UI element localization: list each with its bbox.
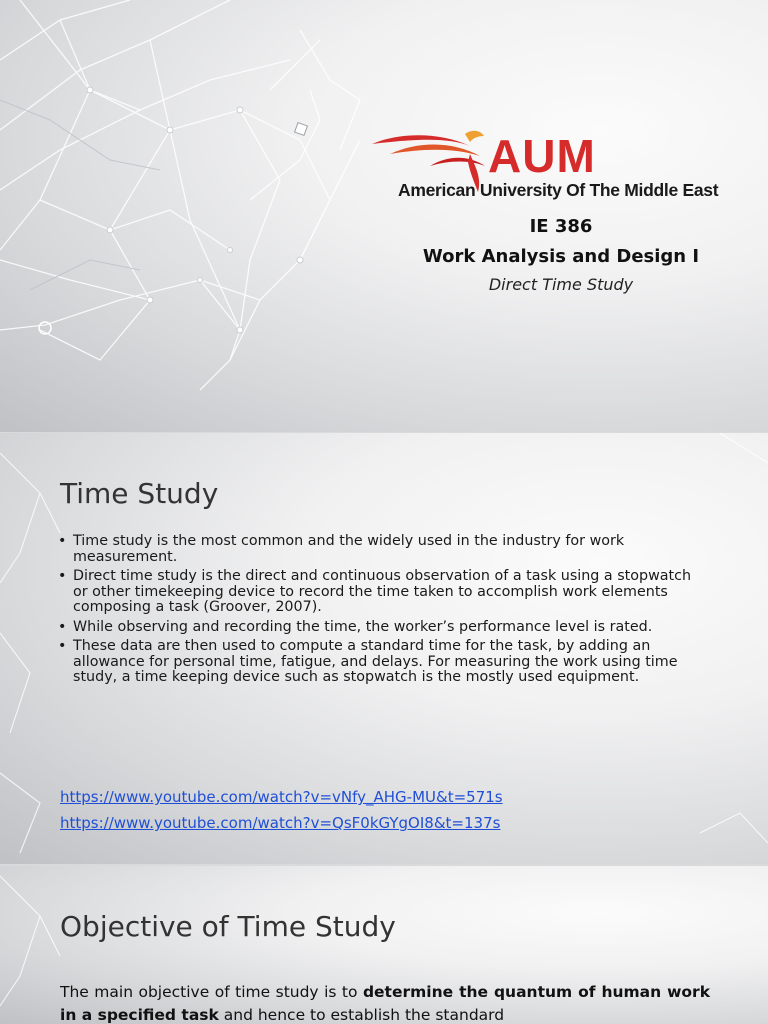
- bullet-item: • While observing and recording the time, the worker’s performance level is rated.: [58, 620, 708, 636]
- youtube-link-1[interactable]: https://www.youtube.com/watch?v=vNfy_AHG-MU&t=571s: [60, 788, 503, 806]
- course-code: IE 386: [529, 216, 593, 237]
- bullet-item: • These data are then used to compute a standard time for the task, by adding an allowance for personal time, fatigue, and delays. For measuring the work using time study, a time keeping device such as stopwatch is the mostly used equipment.: [58, 639, 708, 686]
- paragraph-text: and hence to establish the standard: [218, 1006, 505, 1024]
- objective-slide: [0, 866, 768, 1024]
- youtube-link-2[interactable]: https://www.youtube.com/watch?v=QsF0kGYgOI8&t=137s: [60, 814, 501, 832]
- time-study-slide: [0, 433, 768, 864]
- paragraph-text: The main objective of time study is to: [60, 983, 363, 1001]
- bullet-item: • Direct time study is the direct and continuous observation of a task using a stopwatch or other timekeeping device to record the time taken to accomplish work elements composing a task (Groover, 2007).: [58, 569, 708, 616]
- video-links: [60, 784, 503, 836]
- title-slide: [0, 0, 768, 432]
- bullet-item: • Time study is the most common and the widely used in the industry for work measurement.: [58, 534, 708, 565]
- university-name: American University Of The Middle East: [398, 180, 719, 200]
- paragraph-emphasis: determine the quantum of human work in a specified task: [60, 983, 711, 1024]
- objective-paragraph: [60, 981, 710, 1024]
- lecture-subtitle: Direct Time Study: [488, 275, 634, 294]
- slide-title: Time Study: [60, 477, 219, 510]
- bullet-list: [58, 534, 708, 690]
- slide-title: Objective of Time Study: [60, 910, 396, 943]
- logo-wordmark: AUM: [488, 130, 596, 182]
- course-title: Work Analysis and Design I: [422, 246, 700, 267]
